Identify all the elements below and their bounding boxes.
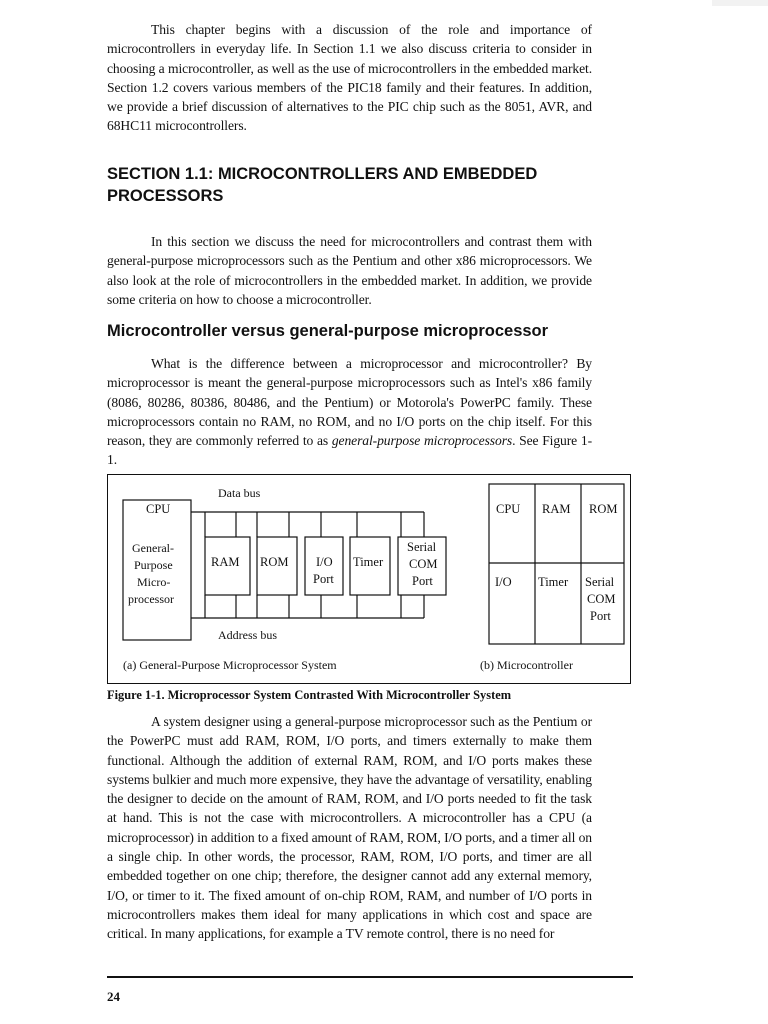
serial-label-line2-a: COM bbox=[409, 557, 438, 571]
figure-1-1-frame bbox=[107, 474, 631, 684]
serial-label-line3-a: Port bbox=[412, 574, 433, 588]
io-label-line1-a: I/O bbox=[316, 555, 333, 569]
serial-label-line2-b: COM bbox=[587, 592, 616, 606]
serial-label-line1-a: Serial bbox=[407, 540, 437, 554]
system-designer-paragraph bbox=[107, 712, 592, 944]
gp-label-line2: Purpose bbox=[134, 558, 173, 572]
comparison-emphasis: general-purpose microprocessors bbox=[331, 433, 513, 449]
page-number: 24 bbox=[107, 989, 120, 1004]
intro-paragraph bbox=[107, 20, 592, 136]
subfigure-a-label: (a) General-Purpose Microprocessor System bbox=[123, 658, 337, 672]
serial-label-line1-b: Serial bbox=[585, 575, 615, 589]
rom-label-b: ROM bbox=[589, 502, 618, 516]
gp-label-line1: General- bbox=[132, 541, 174, 555]
address-bus-label: Address bus bbox=[218, 628, 277, 642]
timer-label-a: Timer bbox=[353, 555, 384, 569]
comparison-paragraph bbox=[107, 354, 592, 470]
system-designer-text: A system designer using a general-purpose microprocessor such as the Pentium or the PowerPC must add RAM, ROM, I/O ports, and timers externally to make them functional. Although the addition of external RAM, ROM, and I/O ports makes these systems bulkier and much more expensive, they have the advantage of versatility, enabling the designer to decide on the amount of RAM, ROM, and I/O ports needed to fit the task at hand. This is not the case with microcontrollers. A microcontroller has a CPU (a microprocessor) in addition to a fixed amount of RAM, ROM, I/O ports, and a timer all on a single chip. In other words, the processor, RAM, ROM, I/O ports, and timer are all embedded together on one chip; therefore, the designer cannot add any external memory, I/O, or timer to it. The fixed amount of on-chip ROM, RAM, and number of I/O ports in microcontrollers makes them ideal for many applications in which cost and space are critical. In many applications, for example a TV remote control, there is no need for bbox=[107, 714, 592, 942]
gp-label-line3: Micro- bbox=[137, 575, 171, 589]
cpu-label-a: CPU bbox=[146, 502, 171, 516]
rom-label-a: ROM bbox=[260, 555, 289, 569]
subsection-heading: Microcontroller versus general-purpose microprocessor bbox=[107, 322, 549, 340]
figure-caption: Figure 1-1. Microprocessor System Contrasted With Microcontroller System bbox=[107, 688, 512, 702]
ram-label-b: RAM bbox=[542, 502, 571, 516]
io-label-b: I/O bbox=[495, 575, 512, 589]
subfigure-b-label: (b) Microcontroller bbox=[480, 658, 573, 672]
top-corner-shadow bbox=[712, 0, 768, 6]
section-intro-text: In this section we discuss the need for microcontrollers and contrast them with general-purpose microprocessors such as the Pentium and other x86 microprocessors. We also look at the role of microcontrollers in the embedded market. In addition, we provide some criteria on how to choose a microcontroller. bbox=[107, 234, 592, 307]
intro-text: This chapter begins with a discussion of the role and importance of microcontrollers in everyday life. In Section 1.1 we also discuss criteria to consider in choosing a microcontroller, as well as the use of microcontrollers in the embedded market. Section 1.2 covers various members of the PIC18 family and their features. In addition, we provide a brief discussion of alternatives to the PIC chip such as the 8051, AVR, and 68HC11 microcontrollers. bbox=[107, 22, 592, 134]
comparison-text-b: . See Figure 1-1. bbox=[107, 433, 592, 468]
section-heading bbox=[107, 163, 607, 207]
serial-label-line3-b: Port bbox=[590, 609, 611, 623]
data-bus-label: Data bus bbox=[218, 486, 261, 500]
gp-label-line4: processor bbox=[128, 592, 174, 606]
comparison-text-a: What is the difference between a microprocessor and microcontroller? By microprocessor is meant the general-purpose microprocessors such as Intel's x86 family (8086, 80286, 80386, 80486, and the Pentium) or Motorola's PowerPC family. These microprocessors contain no RAM, no ROM, and no I/O ports on the chip itself. For this reason, they are commonly referred to as bbox=[107, 356, 592, 449]
io-label-line2-a: Port bbox=[313, 572, 334, 586]
ram-label-a: RAM bbox=[211, 555, 240, 569]
section-heading-line1: SECTION 1.1: MICROCONTROLLERS AND EMBEDDED bbox=[107, 165, 538, 183]
cpu-label-b: CPU bbox=[496, 502, 521, 516]
figure-1-1-diagram bbox=[108, 475, 630, 683]
section-heading-line2: PROCESSORS bbox=[107, 187, 224, 205]
footer-rule bbox=[107, 976, 633, 978]
timer-label-b: Timer bbox=[538, 575, 569, 589]
section-intro-paragraph bbox=[107, 232, 592, 309]
